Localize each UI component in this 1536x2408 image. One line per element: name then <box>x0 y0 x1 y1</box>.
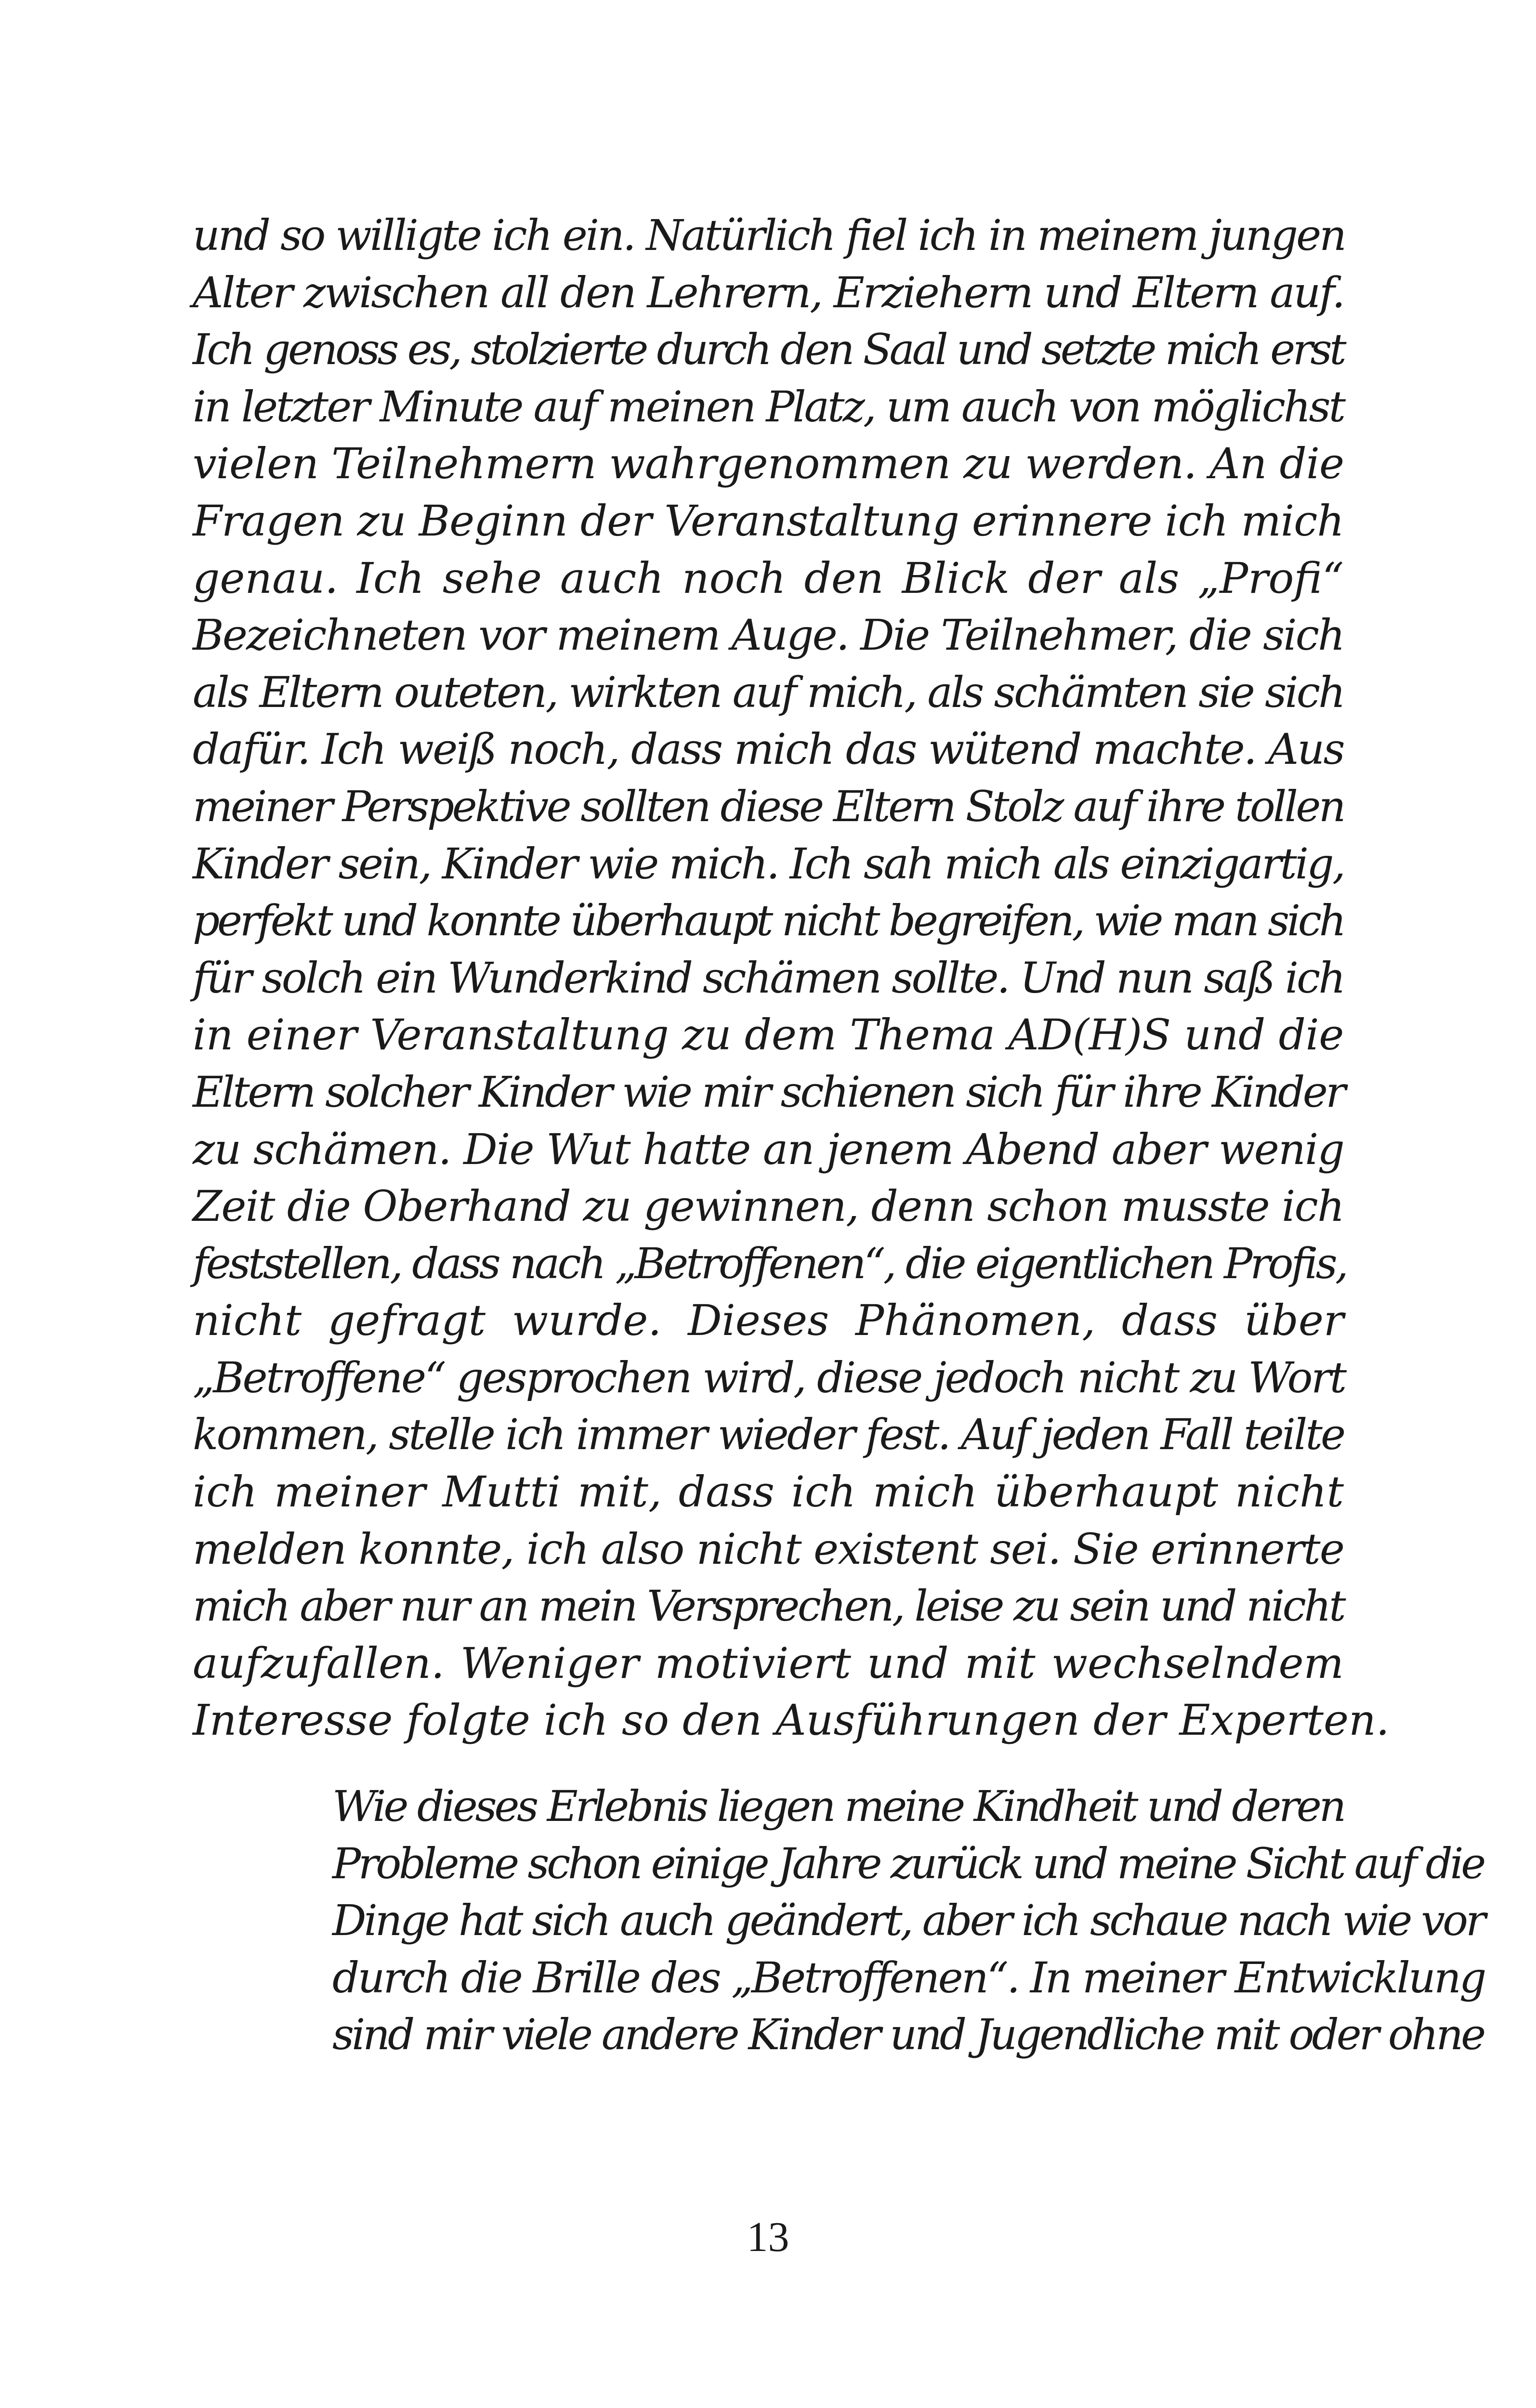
text-line: ich meiner Mutti mit, dass ich mich überhaupt nicht <box>193 1467 1344 1517</box>
text-line: melden konnte, ich also nicht existent sei. Sie erinnerte <box>193 1524 1344 1574</box>
text-line: mich aber nur an mein Versprechen, leise zu sein und nicht <box>193 1581 1344 1631</box>
text-line: dafür. Ich weiß noch, dass mich das wütend machte. Aus <box>193 724 1344 774</box>
text-line: für solch ein Wunderkind schämen sollte. Und nun saß ich <box>193 953 1344 1003</box>
paragraph-1 <box>193 207 1390 1749</box>
text-line: perfekt und konnte überhaupt nicht begreifen, wie man sich <box>193 896 1344 946</box>
text-line: als Eltern outeten, wirkten auf mich, als schämten sie sich <box>193 667 1344 717</box>
text-line: Zeit die Oberhand zu gewinnen, denn schon musste ich <box>193 1181 1344 1231</box>
text-line: Bezeichneten vor meinem Auge. Die Teilnehmer, die sich <box>193 610 1344 660</box>
text-line: vielen Teilnehmern wahrgenommen zu werden. An die <box>193 439 1344 489</box>
text-line: durch die Brille des „Betroffenen“. In meiner Entwicklung <box>332 1952 1485 2002</box>
paragraph-2 <box>193 1778 1485 2064</box>
text-line: Fragen zu Beginn der Veranstaltung erinnere ich mich <box>193 496 1344 546</box>
text-line: in einer Veranstaltung zu dem Thema AD(H)S und die <box>193 1010 1344 1060</box>
text-line: nicht gefragt wurde. Dieses Phänomen, dass über <box>193 1296 1344 1346</box>
text-line: Ich genoss es, stolzierte durch den Saal und setzte mich erst <box>193 325 1344 375</box>
body-text <box>193 207 1485 2064</box>
text-line: Eltern solcher Kinder wie mir schienen sich für ihre Kinder <box>193 1067 1344 1117</box>
text-line: sind mir viele andere Kinder und Jugendliche mit oder ohne <box>332 2010 1484 2060</box>
text-line: feststellen, dass nach „Betroffenen“, die eigentlichen Profis, <box>193 1238 1346 1288</box>
text-line: in letzter Minute auf meinen Platz, um auch von möglichst <box>193 381 1344 432</box>
text-line: meiner Perspektive sollten diese Eltern Stolz auf ihre tollen <box>193 781 1344 831</box>
text-line: Kinder sein, Kinder wie mich. Ich sah mich als einzigartig, <box>193 838 1344 889</box>
text-line: Dinge hat sich auch geändert, aber ich schaue nach wie vor <box>332 1896 1484 1946</box>
page-number: 13 <box>747 2214 789 2261</box>
text-line: Interesse folgte ich so den Ausführungen der Experten. <box>193 1695 1390 1745</box>
text-line: und so willigte ich ein. Natürlich fiel ich in meinem jungen <box>193 210 1345 260</box>
text-line: Probleme schon einige Jahre zurück und meine Sicht auf die <box>332 1838 1483 1888</box>
text-line: „Betroffene“ gesprochen wird, diese jedoch nicht zu Wort <box>193 1352 1345 1402</box>
text-line: zu schämen. Die Wut hatte an jenem Abend aber wenig <box>193 1124 1344 1174</box>
text-line: kommen, stelle ich immer wieder fest. Auf jeden Fall teilte <box>193 1410 1344 1460</box>
text-line: genau. Ich sehe auch noch den Blick der als „Profi“ <box>193 553 1344 603</box>
text-line: Wie dieses Erlebnis liegen meine Kindheit und deren <box>332 1781 1344 1832</box>
text-line: aufzufallen. Weniger motiviert und mit wechselndem <box>193 1638 1344 1688</box>
text-line: Alter zwischen all den Lehrern, Erziehern und Eltern auf. <box>193 267 1344 317</box>
